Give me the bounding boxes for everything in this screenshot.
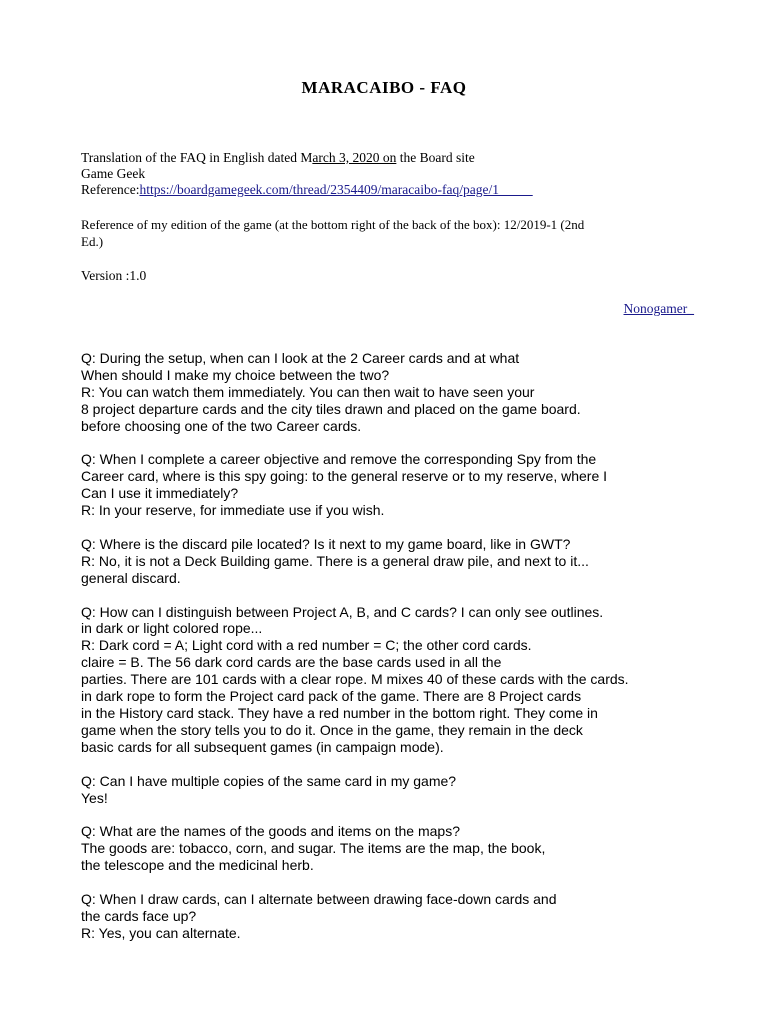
- faq-spacer: [81, 587, 721, 604]
- faq-text-line: Yes!: [81, 789, 108, 806]
- faq-entry: [81, 773, 721, 807]
- faq-spacer: [81, 756, 721, 773]
- faq-text-line: R: In your reserve, for immediate use if you wish.: [81, 502, 385, 519]
- author-link[interactable]: Nonogamer_: [623, 301, 694, 316]
- intro-line-3: Reference:https://boardgamegeek.com/thread/2354409/maracaibo-faq/page/1: [81, 182, 533, 197]
- faq-text-line: The goods are: tobacco, corn, and sugar. The items are the map, the book,: [81, 840, 546, 857]
- faq-spacer: [81, 874, 721, 891]
- faq-question-line: Q: Where is the discard pile located? Is it next to my game board, like in GWT?: [81, 535, 571, 552]
- faq-spacer: [81, 519, 721, 536]
- faq-entry: [81, 350, 721, 435]
- faq-spacer: [81, 435, 721, 452]
- faq-text-line: in dark or light colored rope...: [81, 620, 263, 637]
- reference-link[interactable]: https://boardgamegeek.com/thread/2354409/maracaibo-faq/page/1: [139, 182, 533, 197]
- faq-entry: [81, 451, 721, 519]
- edition-note: [81, 216, 584, 250]
- faq-text-line: R: Dark cord = A; Light cord with a red number = C; the other cord cards.: [81, 637, 532, 654]
- faq-text-line: in dark rope to form the Project card pack of the game. There are 8 Project cards: [81, 688, 582, 705]
- faq-text-line: the cards face up?: [81, 907, 197, 924]
- faq-text-line: general discard.: [81, 569, 181, 586]
- faq-question-line: Q: Can I have multiple copies of the same card in my game?: [81, 772, 457, 789]
- faq-text-line: claire = B. The 56 dark cord cards are the base cards used in all the: [81, 654, 502, 671]
- faq-list: [81, 350, 721, 942]
- intro-block: [81, 150, 533, 198]
- faq-date: arch 3, 2020 on: [312, 150, 397, 165]
- faq-text-line: game when the story tells you to do it. Once in the game, they remain in the deck: [81, 721, 583, 738]
- intro-line-1: Translation of the FAQ in English dated March 3, 2020 on the Board site: [81, 150, 475, 165]
- faq-entry: [81, 604, 721, 756]
- edition-line-2: Ed.): [81, 234, 104, 249]
- faq-text-line: basic cards for all subsequent games (in campaign mode).: [81, 738, 444, 755]
- faq-spacer: [81, 806, 721, 823]
- faq-text-line: 8 project departure cards and the city tiles drawn and placed on the game board.: [81, 400, 581, 417]
- faq-question-line: Q: During the setup, when can I look at the 2 Career cards and at what: [81, 350, 520, 366]
- faq-text-line: R: You can watch them immediately. You can then wait to have seen your: [81, 383, 535, 400]
- faq-text-line: R: No, it is not a Deck Building game. There is a general draw pile, and next to it...: [81, 552, 589, 569]
- faq-question-line: Q: How can I distinguish between Project A, B, and C cards? I can only see outlines.: [81, 603, 604, 620]
- faq-entry: [81, 536, 721, 587]
- faq-question-line: Q: What are the names of the goods and items on the maps?: [81, 823, 460, 840]
- faq-text-line: the telescope and the medicinal herb.: [81, 857, 314, 874]
- faq-text-line: When should I make my choice between the two?: [81, 366, 390, 383]
- faq-entry: [81, 891, 721, 942]
- faq-text-line: Can I use it immediately?: [81, 485, 239, 502]
- intro-line-2: Game Geek: [81, 166, 146, 181]
- version-label: Version :1.0: [81, 268, 147, 283]
- faq-question-line: Q: When I complete a career objective and remove the corresponding Spy from the: [81, 451, 597, 468]
- faq-text-line: in the History card stack. They have a red number in the bottom right. They come in: [81, 704, 598, 721]
- faq-text-line: parties. There are 101 cards with a clear rope. M mixes 40 of these cards with the cards.: [81, 671, 629, 688]
- faq-question-line: Q: When I draw cards, can I alternate between drawing face-down cards and: [81, 890, 557, 907]
- edition-line-1: Reference of my edition of the game (at the bottom right of the back of the box): 12/2019-1 (2nd: [81, 217, 585, 232]
- faq-text-line: before choosing one of the two Career cards.: [81, 417, 362, 434]
- faq-entry: [81, 823, 721, 874]
- faq-text-line: R: Yes, you can alternate.: [81, 924, 241, 941]
- page-title: MARACAIBO - FAQ: [301, 78, 467, 97]
- faq-text-line: Career card, where is this spy going: to the general reserve or to my reserve, where I: [81, 468, 608, 485]
